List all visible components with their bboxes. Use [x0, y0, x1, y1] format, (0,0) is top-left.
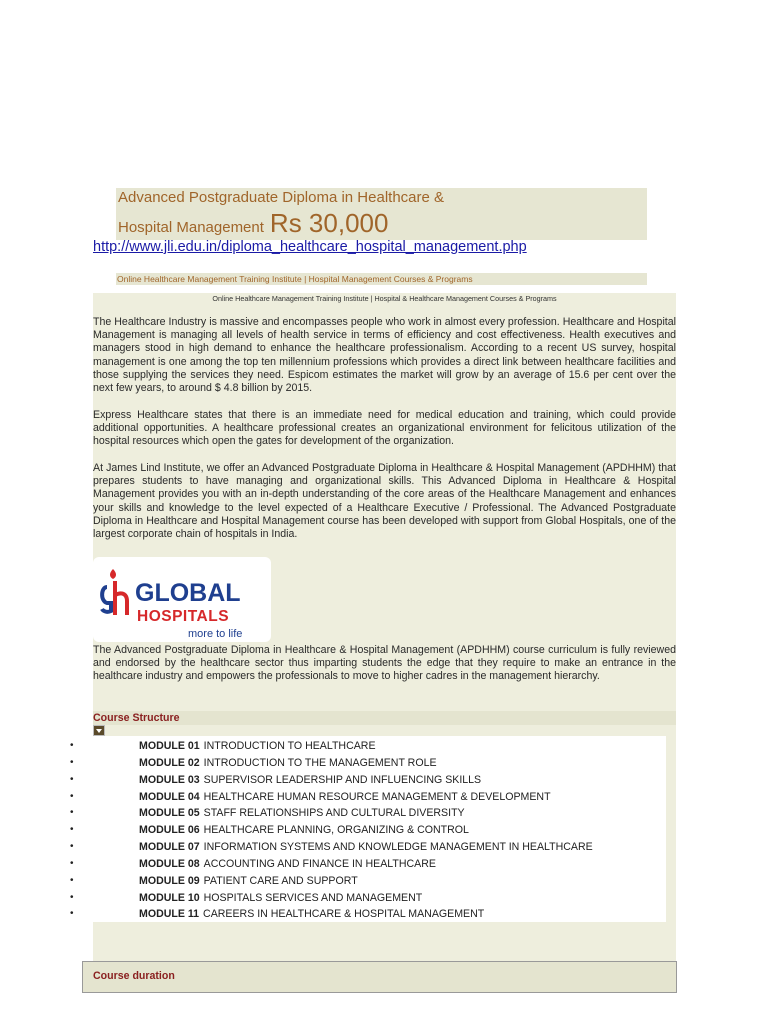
course-title-box: [116, 188, 647, 240]
module-item: [70, 890, 670, 907]
module-title: CAREERS IN HEALTHCARE & HOSPITAL MANAGEMENT: [203, 908, 485, 921]
module-title: HOSPITALS SERVICES AND MANAGEMENT: [203, 891, 423, 904]
module-title: INTRODUCTION TO HEALTHCARE: [203, 740, 376, 752]
course-price: Rs 30,000: [269, 208, 389, 238]
course-duration-title: Course duration: [93, 970, 175, 982]
module-item: [70, 789, 670, 806]
module-label: [139, 772, 481, 789]
bullet-icon: •: [70, 756, 74, 768]
module-number: MODULE 02: [139, 756, 200, 769]
module-number: MODULE 10: [139, 891, 200, 904]
module-item: [70, 738, 670, 755]
course-title-text: Hospital Management: [118, 219, 264, 236]
module-item: [70, 755, 670, 772]
module-label: [139, 755, 437, 772]
course-structure-toggle-button[interactable]: [93, 725, 105, 736]
bullet-icon: •: [70, 824, 74, 836]
intro-paragraph: The Healthcare Industry is massive and encompasses people who work in almost every profession. Healthcare and Hospital Management is managing all levels of health service in terms of efficiency and cost effectiveness. Health executives and managers stood in high demand to enhance the healthcare professionalism. According to a recent US survey, hospital management is one among the top ten millennium professions which provides a direct link between healthcare facilities and those supplying the services they need. Espicom estimates the market will grow by an average of 15.6 per cent over the next few years, to around $ 4.8 billion by 2015.: [93, 316, 676, 395]
module-label: [139, 856, 436, 873]
course-duration-box[interactable]: [82, 961, 677, 993]
module-item: [70, 805, 670, 822]
module-label: [139, 873, 358, 890]
institute-centered-heading: Online Healthcare Management Training Institute | Hospital & Healthcare Management Courses & Programs: [212, 294, 557, 303]
curriculum-paragraph: The Advanced Postgraduate Diploma in Healthcare & Hospital Management (APDHHM) course curriculum is fully reviewed and endorsed by the healthcare sector thus imparting students the edge that they require to make an entrance in the healthcare industry and empowers the professionals to move to higher cadres in the management hierarchy.: [93, 644, 676, 683]
module-title: SUPERVISOR LEADERSHIP AND INFLUENCING SKILLS: [203, 773, 482, 786]
bullet-icon: •: [70, 891, 74, 903]
module-title: HEALTHCARE PLANNING, ORGANIZING & CONTROL: [203, 824, 469, 837]
global-hospitals-logo: [93, 557, 271, 642]
module-list: [70, 738, 670, 923]
james-lind-paragraph: At James Lind Institute, we offer an Advanced Postgraduate Diploma in Healthcare & Hospital Management (APDHHM) that prepares students to have managing and organizational skills. This Advanced Diploma in Healthcare & Hospital Management provides you with an in-depth understanding of the core areas of the Healthcare Management and enhances your skills and knowledge to the level expected of a Healthcare Executive / Professional. The Advanced Postgraduate Diploma in Healthcare and Hospital Management course has been developed with support from Global Hospitals, one of the largest corporate chain of hospitals in India.: [93, 462, 676, 541]
module-title: PATIENT CARE AND SUPPORT: [203, 874, 358, 887]
module-item: [70, 772, 670, 789]
course-title-line2: [118, 208, 388, 239]
course-structure-title: Course Structure: [93, 712, 180, 724]
module-item: [70, 822, 670, 839]
module-label: [139, 890, 422, 907]
bullet-icon: •: [70, 874, 74, 886]
module-title: ACCOUNTING AND FINANCE IN HEALTHCARE: [203, 857, 436, 870]
module-item: [70, 856, 670, 873]
logo-line1: GLOBAL: [135, 579, 241, 607]
module-label: [139, 822, 469, 839]
module-item: [70, 839, 670, 856]
module-label: [139, 839, 593, 856]
bullet-icon: •: [70, 908, 74, 920]
module-number: MODULE 05: [139, 807, 200, 820]
bullet-icon: •: [70, 790, 74, 802]
logo-flame-icon: [110, 569, 116, 579]
course-title-line1: Advanced Postgraduate Diploma in Healthcare &: [118, 189, 445, 206]
module-title: INFORMATION SYSTEMS AND KNOWLEDGE MANAGEMENT IN HEALTHCARE: [203, 841, 593, 854]
logo-h-mark: [115, 581, 127, 615]
bullet-icon: •: [70, 807, 74, 819]
module-label: [139, 906, 484, 923]
logo-tagline: more to life: [188, 628, 243, 640]
module-number: MODULE 07: [139, 841, 200, 854]
module-title: INTRODUCTION TO THE MANAGEMENT ROLE: [203, 756, 437, 769]
bullet-icon: •: [70, 740, 74, 751]
logo-g-mark: [102, 587, 111, 612]
course-structure-bar: [93, 711, 676, 725]
institute-subtitle-bar: Online Healthcare Management Training Institute | Hospital Management Courses & Programs: [116, 273, 647, 285]
module-number: MODULE 04: [139, 790, 200, 803]
bullet-icon: •: [70, 857, 74, 869]
module-number: MODULE 09: [139, 874, 200, 887]
module-number: MODULE 11: [139, 908, 200, 921]
module-item: [70, 906, 670, 923]
module-title: STAFF RELATIONSHIPS AND CULTURAL DIVERSITY: [203, 807, 465, 820]
module-label: [139, 789, 551, 806]
module-label: [139, 805, 465, 822]
logo-line2: HOSPITALS: [137, 608, 230, 625]
express-healthcare-paragraph: Express Healthcare states that there is an immediate need for medical education and training, which could provide additional opportunities. A healthcare professional creates an organizational environment for felicitous utilization of the hospital resources which open the gates for development of the organization.: [93, 409, 676, 448]
bullet-icon: •: [70, 773, 74, 785]
module-number: MODULE 03: [139, 773, 200, 786]
bullet-icon: •: [70, 841, 74, 853]
module-title: HEALTHCARE HUMAN RESOURCE MANAGEMENT & DEVELOPMENT: [203, 790, 551, 803]
course-url-link[interactable]: http://www.jli.edu.in/diploma_healthcare_hospital_management.php: [93, 239, 527, 255]
module-number: MODULE 06: [139, 824, 200, 837]
module-label: [139, 738, 376, 755]
module-number: MODULE 08: [139, 857, 200, 870]
module-item: [70, 873, 670, 890]
module-number: MODULE 01: [139, 740, 200, 752]
